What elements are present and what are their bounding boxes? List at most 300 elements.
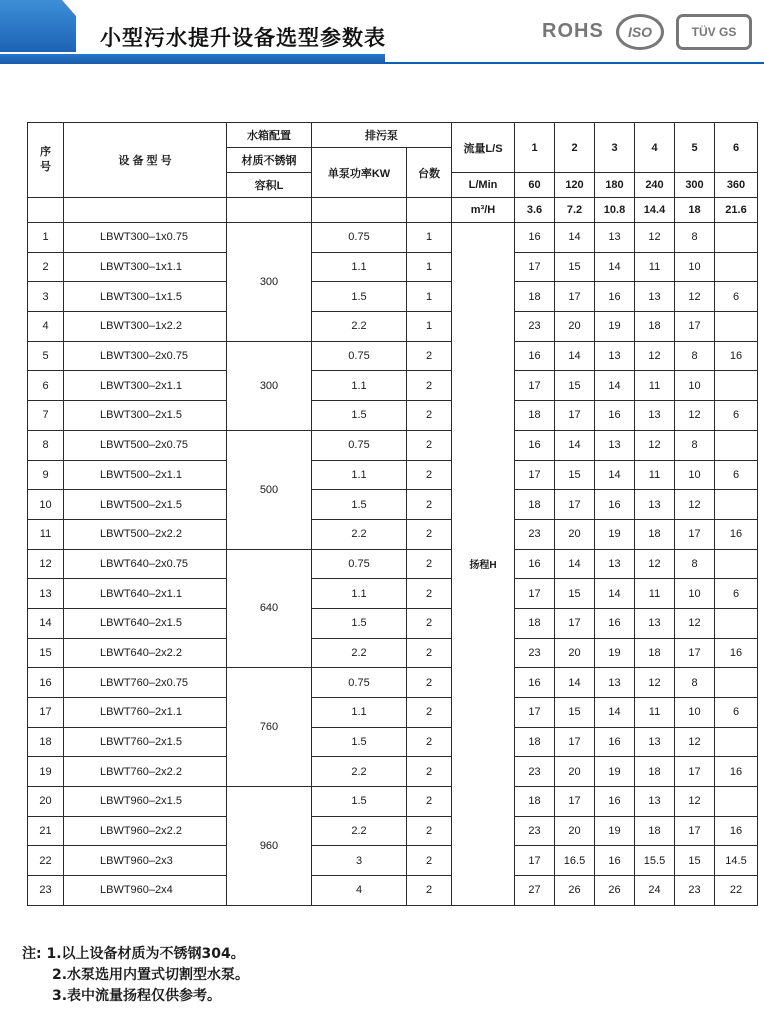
row-seq: 1 <box>28 223 64 253</box>
row-power: 0.75 <box>312 223 407 253</box>
head-value-2: 20 <box>555 757 595 787</box>
row-seq: 6 <box>28 371 64 401</box>
head-value-2: 20 <box>555 312 595 342</box>
flow-m3h-2: 7.2 <box>555 198 595 223</box>
head-value-2: 20 <box>555 519 595 549</box>
head-value-2: 26 <box>555 876 595 906</box>
flow-lmin-1: 60 <box>515 173 555 198</box>
row-power: 2.2 <box>312 757 407 787</box>
row-model: LBWT640–2x1.1 <box>64 579 227 609</box>
flow-ls-5: 5 <box>675 123 715 173</box>
row-count: 2 <box>407 430 452 460</box>
table-row <box>28 401 758 431</box>
row-model: LBWT300–2x0.75 <box>64 341 227 371</box>
header-seq: 序号 <box>28 123 64 198</box>
row-power: 0.75 <box>312 549 407 579</box>
row-count: 2 <box>407 816 452 846</box>
row-seq: 14 <box>28 608 64 638</box>
table-row <box>28 668 758 698</box>
row-model: LBWT500–2x1.1 <box>64 460 227 490</box>
table-row <box>28 816 758 846</box>
row-model: LBWT960–2x3 <box>64 846 227 876</box>
head-value-6: 16 <box>715 638 758 668</box>
head-value-4: 11 <box>635 460 675 490</box>
row-power: 1.1 <box>312 698 407 728</box>
head-value-2: 17 <box>555 282 595 312</box>
head-value-3: 16 <box>595 608 635 638</box>
row-count: 2 <box>407 668 452 698</box>
head-value-2: 16.5 <box>555 846 595 876</box>
row-power: 1.5 <box>312 787 407 817</box>
table-row <box>28 430 758 460</box>
head-value-4: 18 <box>635 312 675 342</box>
row-count: 2 <box>407 698 452 728</box>
note-2: 2.水泵选用内置式切割型水泵。 <box>52 967 250 983</box>
row-seq: 2 <box>28 252 64 282</box>
row-seq: 12 <box>28 549 64 579</box>
row-model: LBWT640–2x0.75 <box>64 549 227 579</box>
head-value-2: 17 <box>555 608 595 638</box>
head-value-6: 16 <box>715 519 758 549</box>
head-value-1: 16 <box>515 341 555 371</box>
row-power: 1.5 <box>312 490 407 520</box>
header-tank-config: 水箱配置 <box>227 123 312 148</box>
head-value-4: 15.5 <box>635 846 675 876</box>
head-value-3: 16 <box>595 727 635 757</box>
table-row <box>28 846 758 876</box>
row-model: LBWT300–1x2.2 <box>64 312 227 342</box>
head-value-4: 12 <box>635 223 675 253</box>
head-value-6 <box>715 787 758 817</box>
row-power: 4 <box>312 876 407 906</box>
head-value-6: 16 <box>715 816 758 846</box>
flow-m3h-5: 18 <box>675 198 715 223</box>
flow-m3h-3: 10.8 <box>595 198 635 223</box>
head-value-3: 14 <box>595 460 635 490</box>
head-value-1: 18 <box>515 490 555 520</box>
head-value-6 <box>715 223 758 253</box>
head-value-5: 8 <box>675 549 715 579</box>
title-underline-rule <box>385 62 764 64</box>
row-count: 2 <box>407 549 452 579</box>
head-value-1: 23 <box>515 519 555 549</box>
table-row <box>28 549 758 579</box>
flow-m3h-1: 3.6 <box>515 198 555 223</box>
head-value-6 <box>715 490 758 520</box>
head-value-4: 11 <box>635 252 675 282</box>
head-value-1: 16 <box>515 223 555 253</box>
head-value-1: 17 <box>515 846 555 876</box>
row-power: 1.1 <box>312 579 407 609</box>
head-value-5: 17 <box>675 638 715 668</box>
blank-cell <box>28 198 64 223</box>
page-header <box>0 0 764 70</box>
row-seq: 8 <box>28 430 64 460</box>
row-model: LBWT960–2x4 <box>64 876 227 906</box>
row-power: 1.5 <box>312 282 407 312</box>
header-row-4 <box>28 198 758 223</box>
head-value-1: 17 <box>515 252 555 282</box>
row-seq: 19 <box>28 757 64 787</box>
row-count: 2 <box>407 371 452 401</box>
row-seq: 13 <box>28 579 64 609</box>
head-value-2: 15 <box>555 579 595 609</box>
row-power: 3 <box>312 846 407 876</box>
tank-volume-cell: 640 <box>227 549 312 668</box>
row-power: 0.75 <box>312 668 407 698</box>
head-value-2: 17 <box>555 490 595 520</box>
row-model: LBWT760–2x2.2 <box>64 757 227 787</box>
head-value-6: 22 <box>715 876 758 906</box>
row-model: LBWT300–2x1.5 <box>64 401 227 431</box>
row-model: LBWT960–2x1.5 <box>64 787 227 817</box>
head-label-cell: 扬程H <box>452 223 515 906</box>
head-value-5: 23 <box>675 876 715 906</box>
blank-cell <box>227 198 312 223</box>
head-value-5: 8 <box>675 223 715 253</box>
head-value-5: 10 <box>675 460 715 490</box>
head-value-4: 18 <box>635 519 675 549</box>
flow-ls-4: 4 <box>635 123 675 173</box>
table-row <box>28 312 758 342</box>
note-1: 注: 1.以上设备材质为不锈钢304。 <box>22 946 245 962</box>
table-row <box>28 698 758 728</box>
head-value-1: 16 <box>515 549 555 579</box>
head-value-3: 16 <box>595 401 635 431</box>
row-count: 2 <box>407 638 452 668</box>
head-value-5: 8 <box>675 668 715 698</box>
flow-lmin-6: 360 <box>715 173 758 198</box>
row-model: LBWT640–2x2.2 <box>64 638 227 668</box>
row-count: 2 <box>407 460 452 490</box>
row-count: 1 <box>407 223 452 253</box>
head-value-2: 17 <box>555 727 595 757</box>
head-value-5: 12 <box>675 490 715 520</box>
head-value-1: 17 <box>515 579 555 609</box>
row-power: 2.2 <box>312 816 407 846</box>
head-value-4: 11 <box>635 698 675 728</box>
head-value-4: 12 <box>635 668 675 698</box>
head-value-6 <box>715 430 758 460</box>
header-blue-block <box>0 0 76 52</box>
table-row <box>28 341 758 371</box>
row-seq: 16 <box>28 668 64 698</box>
head-value-5: 10 <box>675 371 715 401</box>
head-value-1: 23 <box>515 757 555 787</box>
page-title: 小型污水提升设备选型参数表 <box>100 26 386 50</box>
head-value-3: 13 <box>595 341 635 371</box>
flow-lmin-3: 180 <box>595 173 635 198</box>
header-model: 设 备 型 号 <box>64 123 227 198</box>
row-power: 1.1 <box>312 460 407 490</box>
header-row-1 <box>28 123 758 148</box>
head-value-5: 10 <box>675 252 715 282</box>
head-value-4: 13 <box>635 490 675 520</box>
table-row <box>28 282 758 312</box>
row-seq: 4 <box>28 312 64 342</box>
head-value-4: 18 <box>635 638 675 668</box>
head-value-6 <box>715 371 758 401</box>
head-value-5: 10 <box>675 698 715 728</box>
head-value-3: 14 <box>595 579 635 609</box>
flow-ls-2: 2 <box>555 123 595 173</box>
row-seq: 18 <box>28 727 64 757</box>
head-value-6 <box>715 727 758 757</box>
row-count: 2 <box>407 401 452 431</box>
row-model: LBWT300–2x1.1 <box>64 371 227 401</box>
head-value-2: 14 <box>555 549 595 579</box>
table-row <box>28 460 758 490</box>
head-value-1: 16 <box>515 668 555 698</box>
row-count: 2 <box>407 519 452 549</box>
header-pump-count: 台数 <box>407 148 452 198</box>
head-value-6 <box>715 252 758 282</box>
head-value-5: 12 <box>675 282 715 312</box>
note-3: 3.表中流量扬程仅供参考。 <box>52 988 222 1004</box>
head-value-4: 12 <box>635 549 675 579</box>
row-count: 2 <box>407 787 452 817</box>
head-value-1: 23 <box>515 816 555 846</box>
head-value-5: 17 <box>675 312 715 342</box>
head-value-5: 17 <box>675 816 715 846</box>
head-value-4: 12 <box>635 341 675 371</box>
tank-volume-cell: 760 <box>227 668 312 787</box>
head-value-5: 12 <box>675 727 715 757</box>
tank-volume-cell: 300 <box>227 223 312 342</box>
row-seq: 23 <box>28 876 64 906</box>
table-row <box>28 757 758 787</box>
head-value-4: 13 <box>635 608 675 638</box>
table-row <box>28 371 758 401</box>
head-value-1: 17 <box>515 698 555 728</box>
row-model: LBWT760–2x1.1 <box>64 698 227 728</box>
head-value-1: 18 <box>515 727 555 757</box>
row-seq: 17 <box>28 698 64 728</box>
notes <box>22 944 249 1007</box>
row-power: 2.2 <box>312 638 407 668</box>
row-seq: 10 <box>28 490 64 520</box>
header-tank-material: 材质不锈钢 <box>227 148 312 173</box>
head-value-3: 14 <box>595 252 635 282</box>
row-model: LBWT300–1x1.5 <box>64 282 227 312</box>
head-value-2: 20 <box>555 638 595 668</box>
row-power: 1.5 <box>312 727 407 757</box>
iso-logo: ISO <box>616 14 664 50</box>
row-count: 2 <box>407 341 452 371</box>
table-row <box>28 579 758 609</box>
row-count: 1 <box>407 252 452 282</box>
table-body <box>28 123 758 906</box>
head-value-4: 11 <box>635 579 675 609</box>
head-value-6: 6 <box>715 579 758 609</box>
head-value-3: 14 <box>595 698 635 728</box>
flow-m3h-4: 14.4 <box>635 198 675 223</box>
table-row <box>28 608 758 638</box>
rohs-logo: ROHS <box>542 20 604 42</box>
row-model: LBWT640–2x1.5 <box>64 608 227 638</box>
row-count: 1 <box>407 312 452 342</box>
table-row <box>28 727 758 757</box>
head-value-4: 24 <box>635 876 675 906</box>
row-seq: 22 <box>28 846 64 876</box>
head-value-4: 13 <box>635 727 675 757</box>
head-value-4: 18 <box>635 757 675 787</box>
row-model: LBWT500–2x1.5 <box>64 490 227 520</box>
head-value-4: 13 <box>635 787 675 817</box>
head-value-2: 15 <box>555 371 595 401</box>
table-row <box>28 252 758 282</box>
row-count: 2 <box>407 727 452 757</box>
title-underline-bar <box>0 54 385 64</box>
header-flow-ls: 流量L/S <box>452 123 515 173</box>
head-value-3: 13 <box>595 430 635 460</box>
head-value-3: 19 <box>595 519 635 549</box>
head-value-1: 17 <box>515 371 555 401</box>
row-seq: 11 <box>28 519 64 549</box>
head-value-4: 18 <box>635 816 675 846</box>
flow-lmin-2: 120 <box>555 173 595 198</box>
flow-lmin-5: 300 <box>675 173 715 198</box>
row-power: 2.2 <box>312 312 407 342</box>
head-value-4: 12 <box>635 430 675 460</box>
head-value-1: 23 <box>515 312 555 342</box>
head-value-3: 16 <box>595 282 635 312</box>
head-value-1: 16 <box>515 430 555 460</box>
row-count: 1 <box>407 282 452 312</box>
head-value-5: 8 <box>675 430 715 460</box>
head-value-6: 6 <box>715 401 758 431</box>
head-value-4: 11 <box>635 371 675 401</box>
blank-cell <box>64 198 227 223</box>
blank-cell <box>312 198 407 223</box>
head-value-1: 18 <box>515 787 555 817</box>
head-value-2: 17 <box>555 787 595 817</box>
parameter-table <box>27 122 758 906</box>
row-count: 2 <box>407 876 452 906</box>
row-power: 1.5 <box>312 608 407 638</box>
row-model: LBWT760–2x1.5 <box>64 727 227 757</box>
flow-m3h-6: 21.6 <box>715 198 758 223</box>
head-value-3: 26 <box>595 876 635 906</box>
head-value-3: 13 <box>595 549 635 579</box>
header-pump-power: 单泵功率KW <box>312 148 407 198</box>
flow-ls-3: 3 <box>595 123 635 173</box>
row-model: LBWT500–2x0.75 <box>64 430 227 460</box>
row-power: 0.75 <box>312 430 407 460</box>
head-value-3: 19 <box>595 757 635 787</box>
row-model: LBWT760–2x0.75 <box>64 668 227 698</box>
head-value-5: 12 <box>675 608 715 638</box>
blank-cell <box>407 198 452 223</box>
head-value-2: 15 <box>555 252 595 282</box>
head-value-2: 14 <box>555 668 595 698</box>
flow-lmin-4: 240 <box>635 173 675 198</box>
head-value-6: 6 <box>715 460 758 490</box>
row-seq: 20 <box>28 787 64 817</box>
head-value-3: 19 <box>595 638 635 668</box>
head-value-3: 14 <box>595 371 635 401</box>
head-value-2: 20 <box>555 816 595 846</box>
head-value-5: 10 <box>675 579 715 609</box>
row-seq: 9 <box>28 460 64 490</box>
row-seq: 3 <box>28 282 64 312</box>
row-power: 2.2 <box>312 519 407 549</box>
head-value-1: 18 <box>515 608 555 638</box>
head-value-3: 13 <box>595 223 635 253</box>
table-row <box>28 490 758 520</box>
tank-volume-cell: 300 <box>227 341 312 430</box>
header-corner-fold <box>62 0 76 16</box>
table-row <box>28 519 758 549</box>
row-count: 2 <box>407 757 452 787</box>
head-value-5: 15 <box>675 846 715 876</box>
header-flow-lmin: L/Min <box>452 173 515 198</box>
row-seq: 5 <box>28 341 64 371</box>
table-row <box>28 787 758 817</box>
tank-volume-cell: 500 <box>227 430 312 549</box>
tank-volume-cell: 960 <box>227 787 312 906</box>
header-pump: 排污泵 <box>312 123 452 148</box>
head-value-3: 13 <box>595 668 635 698</box>
head-value-3: 19 <box>595 312 635 342</box>
head-value-3: 16 <box>595 846 635 876</box>
head-value-1: 27 <box>515 876 555 906</box>
head-value-5: 12 <box>675 401 715 431</box>
head-value-4: 13 <box>635 282 675 312</box>
flow-ls-1: 1 <box>515 123 555 173</box>
head-value-6 <box>715 668 758 698</box>
head-value-6: 16 <box>715 757 758 787</box>
head-value-2: 14 <box>555 341 595 371</box>
head-value-2: 17 <box>555 401 595 431</box>
row-model: LBWT960–2x2.2 <box>64 816 227 846</box>
row-model: LBWT300–1x0.75 <box>64 223 227 253</box>
row-seq: 21 <box>28 816 64 846</box>
head-value-6 <box>715 549 758 579</box>
head-value-6 <box>715 608 758 638</box>
head-value-6: 16 <box>715 341 758 371</box>
head-value-5: 8 <box>675 341 715 371</box>
head-value-1: 23 <box>515 638 555 668</box>
flow-ls-6: 6 <box>715 123 758 173</box>
row-seq: 7 <box>28 401 64 431</box>
head-value-5: 17 <box>675 757 715 787</box>
head-value-3: 16 <box>595 787 635 817</box>
table-row <box>28 638 758 668</box>
table-row <box>28 223 758 253</box>
row-count: 2 <box>407 846 452 876</box>
head-value-2: 14 <box>555 223 595 253</box>
head-value-2: 15 <box>555 460 595 490</box>
row-power: 1.5 <box>312 401 407 431</box>
head-value-3: 16 <box>595 490 635 520</box>
head-value-6 <box>715 312 758 342</box>
head-value-5: 17 <box>675 519 715 549</box>
row-count: 2 <box>407 490 452 520</box>
head-value-6: 6 <box>715 698 758 728</box>
head-value-6: 14.5 <box>715 846 758 876</box>
row-count: 2 <box>407 579 452 609</box>
row-power: 1.1 <box>312 371 407 401</box>
head-value-2: 14 <box>555 430 595 460</box>
head-value-5: 12 <box>675 787 715 817</box>
row-seq: 15 <box>28 638 64 668</box>
row-power: 0.75 <box>312 341 407 371</box>
header-tank-volume: 容积L <box>227 173 312 198</box>
head-value-6: 6 <box>715 282 758 312</box>
head-value-4: 13 <box>635 401 675 431</box>
header-flow-m3h: m³/H <box>452 198 515 223</box>
